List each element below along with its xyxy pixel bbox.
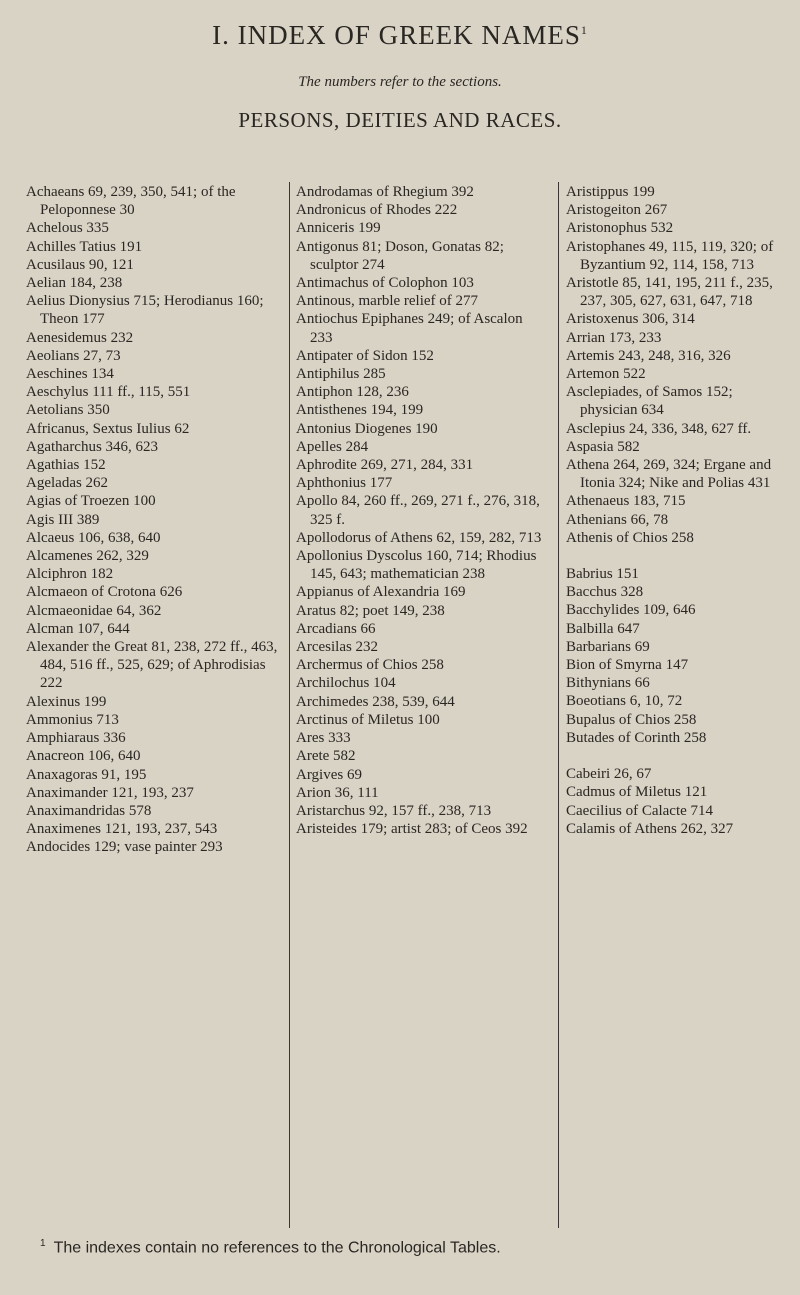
index-entry: Aeolians 27, 73 bbox=[26, 347, 121, 364]
index-entry: Athenians 66, 78 bbox=[566, 511, 669, 528]
index-entry: Aelius Dionysius 715; Herodianus 160; Theon 177 bbox=[26, 293, 264, 328]
index-entry: Antimachus of Colophon 103 bbox=[296, 275, 474, 292]
index-entry: Aristonophus 532 bbox=[566, 220, 674, 237]
index-entry: Acusilaus 90, 121 bbox=[26, 256, 134, 273]
index-entry: Aenesidemus 232 bbox=[26, 329, 134, 346]
index-entry: Archermus of Chios 258 bbox=[296, 657, 444, 674]
column-divider bbox=[289, 182, 290, 1228]
index-entry: Caecilius of Calacte 714 bbox=[566, 802, 714, 819]
group-gap bbox=[566, 547, 790, 565]
index-entry: Athenaeus 183, 715 bbox=[566, 493, 686, 510]
index-entry: Arion 36, 111 bbox=[296, 784, 379, 801]
index-entry: Anaxagoras 91, 195 bbox=[26, 766, 147, 783]
index-entry: Aristotle 85, 141, 195, 211 f., 235, 237, 305, 627, 631, 647, 718 bbox=[566, 275, 773, 310]
index-entry: Amphiaraus 336 bbox=[26, 730, 126, 747]
index-entry: Aphrodite 269, 271, 284, 331 bbox=[296, 457, 474, 474]
index-entry: Barbarians 69 bbox=[566, 638, 650, 655]
index-entry: Africanus, Sextus Iulius 62 bbox=[26, 420, 190, 437]
index-entry: Agatharchus 346, 623 bbox=[26, 438, 159, 455]
index-entry: Antipater of Sidon 152 bbox=[296, 347, 434, 364]
index-entry: Aristeides 179; artist 283; of Ceos 392 bbox=[296, 821, 528, 838]
index-entry: Arcadians 66 bbox=[296, 620, 376, 637]
index-entry: Artemon 522 bbox=[566, 366, 646, 383]
index-entry: Alcmaeonidae 64, 362 bbox=[26, 602, 162, 619]
footnote-text: The indexes contain no references to the Chronological Tables. bbox=[53, 1239, 501, 1257]
index-entry: Aratus 82; poet 149, 238 bbox=[296, 602, 445, 619]
group-gap bbox=[566, 747, 790, 765]
index-entry: Aristophanes 49, 115, 119, 320; of Byzantium 92, 114, 158, 713 bbox=[566, 238, 774, 273]
index-entry: Aetolians 350 bbox=[26, 402, 110, 419]
index-entry: Antigonus 81; Doson, Gonatas 82; sculptor 274 bbox=[296, 238, 504, 273]
index-entry: Aristoxenus 306, 314 bbox=[566, 311, 695, 328]
index-entry: Anniceris 199 bbox=[296, 220, 381, 237]
index-entry: Cabeiri 26, 67 bbox=[566, 766, 652, 783]
index-entry: Aelian 184, 238 bbox=[26, 275, 123, 292]
index-entry: Asclepius 24, 336, 348, 627 ff. bbox=[566, 420, 752, 437]
index-entry: Aspasia 582 bbox=[566, 438, 640, 455]
footnote-mark: 1 bbox=[40, 1238, 46, 1249]
letter-group-a bbox=[566, 183, 790, 547]
index-entry: Arctinus of Miletus 100 bbox=[296, 711, 440, 728]
index-title: I. INDEX OF GREEK NAMES$^1$ bbox=[212, 20, 588, 50]
index-entry: Bion of Smyrna 147 bbox=[566, 657, 689, 674]
index-entry: Appianus of Alexandria 169 bbox=[296, 584, 466, 601]
index-entry: Antiochus Epiphanes 249; of Ascalon 233 bbox=[296, 311, 523, 346]
index-entry: Bacchylides 109, 646 bbox=[566, 602, 696, 619]
index-entry: Alciphron 182 bbox=[26, 566, 114, 583]
index-entry: Alexinus 199 bbox=[26, 693, 107, 710]
index-entry: Anaximenes 121, 193, 237, 543 bbox=[26, 821, 218, 838]
index-entry: Arete 582 bbox=[296, 748, 356, 765]
index-entry: Ares 333 bbox=[296, 730, 351, 747]
section-heading: PERSONS, DEITIES AND RACES. bbox=[238, 108, 562, 132]
index-entry: Antisthenes 194, 199 bbox=[296, 402, 424, 419]
index-entry: Alexander the Great 81, 238, 272 ff., 463, 484, 516 ff., 525, 629; of Aphrodisias 222 bbox=[26, 639, 278, 692]
index-entry: Archilochus 104 bbox=[296, 675, 396, 692]
index-entry: Anacreon 106, 640 bbox=[26, 748, 141, 765]
index-entry: Butades of Corinth 258 bbox=[566, 729, 707, 746]
index-entry: Calamis of Athens 262, 327 bbox=[566, 820, 734, 837]
column-divider bbox=[558, 182, 559, 1228]
index-entry: Bupalus of Chios 258 bbox=[566, 711, 697, 728]
index-entry: Babrius 151 bbox=[566, 566, 639, 583]
index-entry: Alcaeus 106, 638, 640 bbox=[26, 529, 161, 546]
index-entry: Alcmaeon of Crotona 626 bbox=[26, 584, 183, 601]
index-entry: Asclepiades, of Samos 152; physician 634 bbox=[566, 384, 733, 419]
index-entry: Aeschines 134 bbox=[26, 366, 114, 383]
footnote bbox=[40, 1238, 780, 1257]
index-entry: Ammonius 713 bbox=[26, 711, 119, 728]
index-entry: Apollodorus of Athens 62, 159, 282, 713 bbox=[296, 529, 542, 546]
letter-group-c bbox=[566, 765, 790, 838]
index-entry: Antiphilus 285 bbox=[296, 366, 386, 383]
index-entry: Balbilla 647 bbox=[566, 620, 640, 637]
index-entry: Andocides 129; vase painter 293 bbox=[26, 839, 223, 856]
index-entry: Bithynians 66 bbox=[566, 675, 650, 692]
index-entry: Androdamas of Rhegium 392 bbox=[296, 184, 474, 200]
index-entry: Arrian 173, 233 bbox=[566, 329, 662, 346]
index-column-2 bbox=[296, 183, 548, 838]
index-entry: Athenis of Chios 258 bbox=[566, 529, 694, 546]
index-entry: Antinous, marble relief of 277 bbox=[296, 293, 479, 310]
index-entry: Ageladas 262 bbox=[26, 475, 109, 492]
index-entry: Andronicus of Rhodes 222 bbox=[296, 202, 458, 219]
index-entry: Anaximander 121, 193, 237 bbox=[26, 784, 194, 801]
index-entry: Apelles 284 bbox=[296, 438, 369, 455]
index-column-1 bbox=[26, 183, 286, 857]
index-entry: Argives 69 bbox=[296, 766, 362, 783]
index-entry: Achilles Tatius 191 bbox=[26, 238, 143, 255]
index-entry: Alcman 107, 644 bbox=[26, 620, 130, 637]
index-entry: Cadmus of Miletus 121 bbox=[566, 784, 708, 801]
footnote-reference: 1 bbox=[580, 23, 588, 37]
index-entry: Arcesilas 232 bbox=[296, 639, 379, 656]
index-entry: Archimedes 238, 539, 644 bbox=[296, 693, 455, 710]
index-entry: Aristarchus 92, 157 ff., 238, 713 bbox=[296, 802, 492, 819]
index-entry: Bacchus 328 bbox=[566, 584, 644, 601]
index-column-3 bbox=[566, 183, 790, 838]
index-entry: Alcamenes 262, 329 bbox=[26, 548, 149, 565]
index-entry: Boeotians 6, 10, 72 bbox=[566, 693, 683, 710]
index-entry: Antonius Diogenes 190 bbox=[296, 420, 438, 437]
letter-group-b bbox=[566, 565, 790, 747]
index-entry: Anaximandridas 578 bbox=[26, 802, 152, 819]
index-entry: Agias of Troezen 100 bbox=[26, 493, 156, 510]
index-entry: Achelous 335 bbox=[26, 220, 109, 237]
index-entry: Antiphon 128, 236 bbox=[296, 384, 409, 401]
index-entry: Artemis 243, 248, 316, 326 bbox=[566, 347, 731, 364]
index-entry: Achaeans 69, 239, 350, 541; of the Peloponnese 30 bbox=[26, 184, 236, 219]
index-entry: Apollo 84, 260 ff., 269, 271 f., 276, 318, 325 f. bbox=[296, 493, 540, 528]
index-subtitle: The numbers refer to the sections. bbox=[298, 74, 502, 90]
index-entry: Apollonius Dyscolus 160, 714; Rhodius 145, 643; mathematician 238 bbox=[296, 548, 537, 583]
index-entry: Aristippus 199 bbox=[566, 184, 655, 200]
index-entry: Aristogeiton 267 bbox=[566, 202, 668, 219]
index-entry: Aeschylus 111 ff., 115, 551 bbox=[26, 384, 191, 401]
index-entry: Aphthonius 177 bbox=[296, 475, 393, 492]
index-entry: Agis III 389 bbox=[26, 511, 100, 528]
index-entry: Agathias 152 bbox=[26, 457, 106, 474]
index-entry: Athena 264, 269, 324; Ergane and Itonia 324; Nike and Polias 431 bbox=[566, 457, 772, 492]
